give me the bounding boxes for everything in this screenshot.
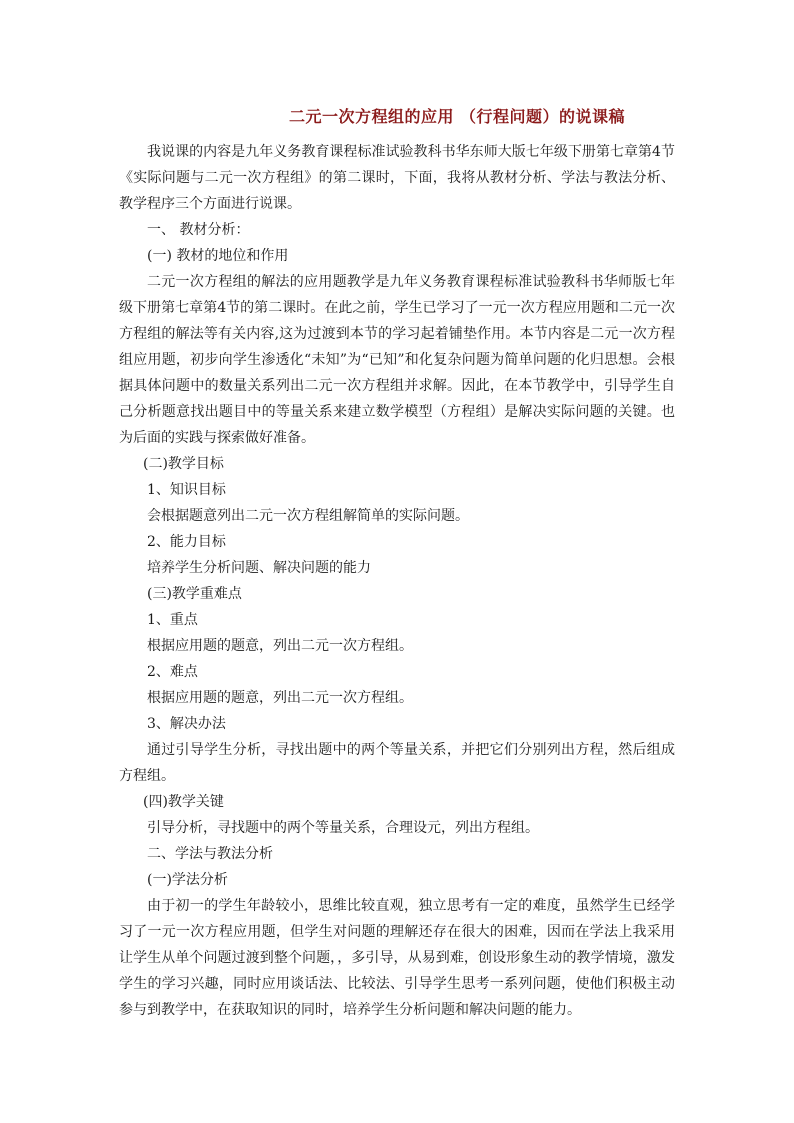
paragraph: 会根据题意列出二元一次方程组解简单的实际问题。 (147, 508, 469, 524)
paragraph: 我说课的内容是九年义务教育课程标准试验教科书华东师大版七年级下册第七章第4节《实际问题与二元一次方程组》的第二课时，下面，我将从教材分析、学法与教法分析、教学程序三个方面进行说课。 (119, 144, 675, 212)
paragraph: 1、重点 (147, 612, 198, 628)
document-body (119, 139, 675, 1023)
paragraph: 1、知识目标 (147, 482, 226, 498)
paragraph: 2、难点 (147, 664, 198, 680)
paragraph: 二、学法与教法分析 (147, 846, 273, 862)
paragraph: 二元一次方程组的解法的应用题教学是九年义务教育课程标准试验教科书华师版七年级下册第七章第4节的第二课时。在此之前，学生已学习了一元一次方程应用题和二元一次方程组的解法等有关内容,这为过渡到本节的学习起着铺垫作用。本节内容是二元一次方程组应用题，初步向学生渗透化“未知”为“已知”和化复杂问题为简单问题的化归思想。会根据具体问题中的数量关系列出二元一次方程组并求解。因此，在本节教学中，引导学生自己分析题意找出题目中的等量关系来建立数学模型（方程组）是解决实际问题的关键。也为后面的实践与探索做好准备。 (119, 274, 675, 446)
paragraph: (三)教学重难点 (147, 586, 242, 602)
paragraph: 由于初一的学生年龄较小，思维比较直观，独立思考有一定的难度，虽然学生已经学习了一元一次方程应用题，但学生对问题的理解还存在很大的困难，因而在学法上我采用让学生从单个问题过渡到整个问题，，多引导，从易到难，创设形象生动的教学情境，激发学生的学习兴趣，同时应用谈话法、比较法、引导学生思考一系列问题，使他们积极主动参与到教学中，在获取知识的同时，培养学生分析问题和解决问题的能力。 (119, 898, 675, 1018)
paragraph: 一、 教材分析： (147, 222, 250, 238)
paragraph: 培养学生分析问题、解决问题的能力 (147, 560, 371, 576)
paragraph: (二)教学目标 (143, 456, 224, 472)
paragraph: 根据应用题的题意，列出二元一次方程组。 (147, 638, 413, 654)
paragraph: 2、能力目标 (147, 534, 226, 550)
paragraph: 3、解决办法 (147, 716, 226, 732)
paragraph: 通过引导学生分析，寻找出题中的两个等量关系，并把它们分别列出方程，然后组成方程组。 (119, 742, 675, 784)
paragraph: 引导分析，寻找题中的两个等量关系，合理设元，列出方程组。 (147, 820, 539, 836)
paragraph: (一)学法分析 (147, 872, 228, 888)
paragraph: 根据应用题的题意，列出二元一次方程组。 (147, 690, 413, 706)
paragraph: (四)教学关键 (143, 794, 224, 810)
paragraph: (一) 教材的地位和作用 (147, 248, 289, 264)
document-title: 二元一次方程组的应用 （行程问题）的说课稿 (288, 107, 626, 126)
